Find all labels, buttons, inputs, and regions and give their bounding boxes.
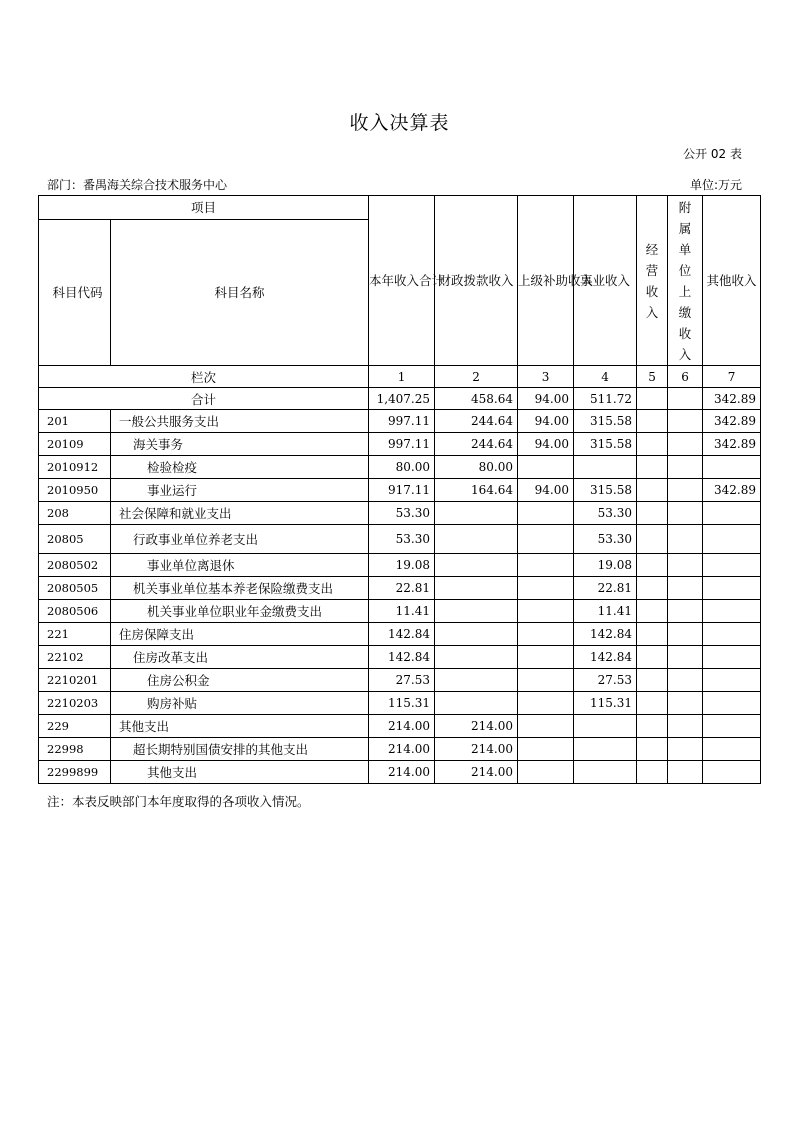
row-code: 229	[39, 715, 111, 738]
row-name: 行政事业单位养老支出	[111, 525, 369, 554]
header-col1: 本年收入合计	[369, 196, 435, 366]
row-code: 2010912	[39, 456, 111, 479]
department-label: 部门：番禺海关综合技术服务中心	[47, 178, 228, 192]
row-name: 事业单位离退休	[111, 554, 369, 577]
row-value	[435, 600, 518, 623]
row-value	[435, 623, 518, 646]
row-value	[668, 646, 703, 669]
row-value	[637, 738, 668, 761]
total-value: 94.00	[518, 388, 574, 410]
table-row	[39, 623, 761, 646]
row-code: 201	[39, 410, 111, 433]
row-code: 20805	[39, 525, 111, 554]
total-row-label: 合计	[39, 388, 369, 410]
header-col7: 其他收入	[703, 196, 761, 366]
row-value	[637, 479, 668, 502]
table-row	[39, 669, 761, 692]
row-value	[637, 502, 668, 525]
row-value	[703, 669, 761, 692]
row-value	[637, 456, 668, 479]
row-value: 53.30	[369, 502, 435, 525]
row-name: 住房改革支出	[111, 646, 369, 669]
form-number: 公开 02 表	[683, 147, 742, 161]
table-row	[39, 600, 761, 623]
table-row	[39, 577, 761, 600]
row-value	[703, 761, 761, 784]
row-value: 342.89	[703, 433, 761, 456]
row-value	[637, 525, 668, 554]
row-value	[637, 433, 668, 456]
row-value	[435, 646, 518, 669]
row-value	[518, 692, 574, 715]
row-value: 315.58	[574, 479, 637, 502]
row-value: 19.08	[574, 554, 637, 577]
row-value	[518, 646, 574, 669]
income-table	[38, 195, 761, 784]
row-name: 超长期特别国债安排的其他支出	[111, 738, 369, 761]
row-value: 142.84	[574, 623, 637, 646]
row-value	[518, 600, 574, 623]
total-value: 342.89	[703, 388, 761, 410]
row-name: 购房补贴	[111, 692, 369, 715]
row-code: 22102	[39, 646, 111, 669]
table-row	[39, 554, 761, 577]
row-value	[668, 692, 703, 715]
row-value	[518, 738, 574, 761]
header-project: 项目	[39, 196, 369, 220]
row-value	[703, 715, 761, 738]
header-col4: 事业收入	[574, 196, 637, 366]
total-value	[668, 388, 703, 410]
row-value	[668, 669, 703, 692]
row-value	[637, 623, 668, 646]
row-value	[574, 738, 637, 761]
index-col: 1	[369, 366, 435, 388]
row-value	[518, 456, 574, 479]
row-value	[637, 600, 668, 623]
total-value: 458.64	[435, 388, 518, 410]
row-value	[435, 525, 518, 554]
row-code: 221	[39, 623, 111, 646]
row-code: 2080506	[39, 600, 111, 623]
row-value	[637, 554, 668, 577]
row-value: 214.00	[435, 738, 518, 761]
table-row	[39, 761, 761, 784]
row-value: 214.00	[369, 761, 435, 784]
row-name: 其他支出	[111, 715, 369, 738]
row-value	[435, 554, 518, 577]
row-value: 142.84	[369, 646, 435, 669]
row-value	[668, 738, 703, 761]
row-value: 997.11	[369, 410, 435, 433]
row-value	[518, 554, 574, 577]
footnote: 注：本表反映部门本年度取得的各项收入情况。	[47, 794, 310, 809]
row-value	[668, 502, 703, 525]
row-value	[637, 761, 668, 784]
row-name: 一般公共服务支出	[111, 410, 369, 433]
row-value: 244.64	[435, 410, 518, 433]
row-value	[703, 692, 761, 715]
index-col: 6	[668, 366, 703, 388]
row-value: 214.00	[435, 715, 518, 738]
row-value: 19.08	[369, 554, 435, 577]
row-value	[637, 577, 668, 600]
row-value: 94.00	[518, 410, 574, 433]
row-value	[668, 623, 703, 646]
header-code: 科目代码	[39, 220, 111, 366]
row-value	[518, 577, 574, 600]
header-col3: 上级补助收入	[518, 196, 574, 366]
row-code: 2210201	[39, 669, 111, 692]
row-code: 2210203	[39, 692, 111, 715]
row-value	[668, 715, 703, 738]
row-value: 27.53	[574, 669, 637, 692]
row-value	[637, 410, 668, 433]
row-value	[518, 502, 574, 525]
total-value: 511.72	[574, 388, 637, 410]
index-col: 3	[518, 366, 574, 388]
index-col: 2	[435, 366, 518, 388]
row-name: 机关事业单位职业年金缴费支出	[111, 600, 369, 623]
total-value	[637, 388, 668, 410]
row-value	[637, 692, 668, 715]
row-value: 115.31	[574, 692, 637, 715]
row-value	[574, 715, 637, 738]
unit-label: 单位:万元	[689, 178, 742, 192]
row-value: 142.84	[574, 646, 637, 669]
row-name: 住房公积金	[111, 669, 369, 692]
row-name: 机关事业单位基本养老保险缴费支出	[111, 577, 369, 600]
row-value: 53.30	[574, 502, 637, 525]
row-value: 80.00	[435, 456, 518, 479]
row-value: 94.00	[518, 479, 574, 502]
row-value: 53.30	[574, 525, 637, 554]
row-value: 53.30	[369, 525, 435, 554]
row-value	[637, 669, 668, 692]
row-value	[703, 577, 761, 600]
row-value	[637, 646, 668, 669]
row-value	[668, 554, 703, 577]
row-value	[703, 623, 761, 646]
row-value	[435, 502, 518, 525]
row-value	[703, 525, 761, 554]
row-value: 115.31	[369, 692, 435, 715]
row-name: 其他支出	[111, 761, 369, 784]
row-name: 检验检疫	[111, 456, 369, 479]
index-row-label: 栏次	[39, 366, 369, 388]
row-value	[518, 525, 574, 554]
row-value	[574, 456, 637, 479]
row-value: 342.89	[703, 479, 761, 502]
row-value	[668, 456, 703, 479]
row-value: 22.81	[574, 577, 637, 600]
row-value: 214.00	[369, 715, 435, 738]
row-value: 22.81	[369, 577, 435, 600]
row-value	[574, 761, 637, 784]
row-value	[518, 715, 574, 738]
total-value: 1,407.25	[369, 388, 435, 410]
table-row	[39, 456, 761, 479]
row-value	[668, 525, 703, 554]
row-value: 214.00	[369, 738, 435, 761]
row-value: 315.58	[574, 410, 637, 433]
row-value	[703, 502, 761, 525]
table-row	[39, 715, 761, 738]
page-title: 收入决算表	[349, 112, 450, 134]
row-value	[668, 761, 703, 784]
row-value: 917.11	[369, 479, 435, 502]
table-row	[39, 646, 761, 669]
row-value	[703, 456, 761, 479]
row-value: 342.89	[703, 410, 761, 433]
row-value: 94.00	[518, 433, 574, 456]
row-value: 214.00	[435, 761, 518, 784]
row-value	[668, 600, 703, 623]
row-value: 997.11	[369, 433, 435, 456]
index-col: 7	[703, 366, 761, 388]
row-value: 80.00	[369, 456, 435, 479]
row-value: 315.58	[574, 433, 637, 456]
table-row	[39, 525, 761, 554]
header-col5: 经营收入	[637, 196, 668, 366]
table-row	[39, 433, 761, 456]
row-value: 244.64	[435, 433, 518, 456]
row-value	[435, 669, 518, 692]
row-name: 海关事务	[111, 433, 369, 456]
row-code: 20109	[39, 433, 111, 456]
row-code: 208	[39, 502, 111, 525]
row-value	[668, 577, 703, 600]
row-name: 事业运行	[111, 479, 369, 502]
table-row	[39, 410, 761, 433]
row-code: 2299899	[39, 761, 111, 784]
header-col2: 财政拨款收入	[435, 196, 518, 366]
index-col: 5	[637, 366, 668, 388]
table-row	[39, 692, 761, 715]
row-value	[518, 623, 574, 646]
row-code: 2080505	[39, 577, 111, 600]
row-value	[703, 600, 761, 623]
row-value	[668, 433, 703, 456]
row-value	[637, 715, 668, 738]
row-value: 164.64	[435, 479, 518, 502]
row-code: 2010950	[39, 479, 111, 502]
table-row	[39, 479, 761, 502]
row-value	[435, 577, 518, 600]
row-value	[435, 692, 518, 715]
row-value	[668, 479, 703, 502]
row-name: 住房保障支出	[111, 623, 369, 646]
table-row	[39, 738, 761, 761]
header-name: 科目名称	[111, 220, 369, 366]
row-value: 142.84	[369, 623, 435, 646]
row-value	[703, 554, 761, 577]
row-code: 22998	[39, 738, 111, 761]
row-value: 11.41	[574, 600, 637, 623]
row-value	[668, 410, 703, 433]
row-value: 27.53	[369, 669, 435, 692]
row-code: 2080502	[39, 554, 111, 577]
header-col6: 附属单位上缴收入	[668, 196, 703, 366]
row-value	[703, 738, 761, 761]
row-value	[703, 646, 761, 669]
index-col: 4	[574, 366, 637, 388]
row-value: 11.41	[369, 600, 435, 623]
table-row	[39, 502, 761, 525]
row-value	[518, 761, 574, 784]
row-value	[518, 669, 574, 692]
row-name: 社会保障和就业支出	[111, 502, 369, 525]
